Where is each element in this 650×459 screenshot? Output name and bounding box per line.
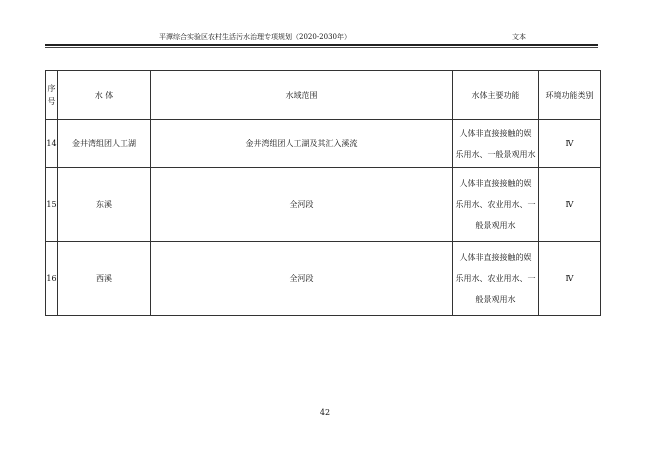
header-no	[46, 71, 58, 120]
water-function-table	[45, 70, 601, 316]
row-no: 14	[46, 120, 58, 168]
row-function	[453, 168, 539, 242]
function-line: 乐用水、农业用水、一	[455, 200, 536, 209]
table-row	[46, 242, 601, 316]
table-row	[46, 120, 601, 168]
header-no-line2: 号	[47, 97, 56, 106]
row-no: 16	[46, 242, 58, 316]
function-line: 乐用水、一般景观用水	[455, 149, 536, 159]
header-class: 环境功能类别	[539, 71, 601, 120]
table-header-row	[46, 71, 601, 120]
header-no-line1: 序	[47, 84, 56, 93]
function-line: 般景观用水	[475, 295, 516, 304]
row-water-body: 金井湾组团人工湖	[58, 120, 151, 168]
row-function	[453, 120, 539, 168]
row-range: 金井湾组团人工湖及其汇入溪流	[151, 120, 453, 168]
row-range: 全河段	[151, 242, 453, 316]
row-class: Ⅳ	[539, 168, 601, 242]
header-rule-thin	[45, 47, 598, 48]
function-line: 人体非直接接触的娱	[459, 179, 532, 188]
header-water-body: 水 体	[58, 71, 151, 120]
row-class: Ⅳ	[539, 242, 601, 316]
row-class: Ⅳ	[539, 120, 601, 168]
row-water-body: 东溪	[58, 168, 151, 242]
row-water-body: 西溪	[58, 242, 151, 316]
header-rule-thick	[45, 44, 598, 46]
row-function	[453, 242, 539, 316]
function-line: 乐用水、农业用水、一	[455, 274, 536, 283]
header-range: 水域范围	[151, 71, 453, 120]
header-title: 平潭综合实验区农村生活污水治理专项规划（2020-2030年）	[159, 33, 351, 41]
row-range: 全河段	[151, 168, 453, 242]
header-section-label: 文本	[512, 33, 526, 41]
row-no: 15	[46, 168, 58, 242]
page-header	[45, 30, 595, 44]
table-row	[46, 168, 601, 242]
function-line: 人体非直接接触的娱	[459, 128, 532, 138]
function-line: 般景观用水	[475, 221, 516, 230]
header-function: 水体主要功能	[453, 71, 539, 120]
page-number: 42	[319, 408, 331, 417]
function-line: 人体非直接接触的娱	[459, 253, 532, 262]
